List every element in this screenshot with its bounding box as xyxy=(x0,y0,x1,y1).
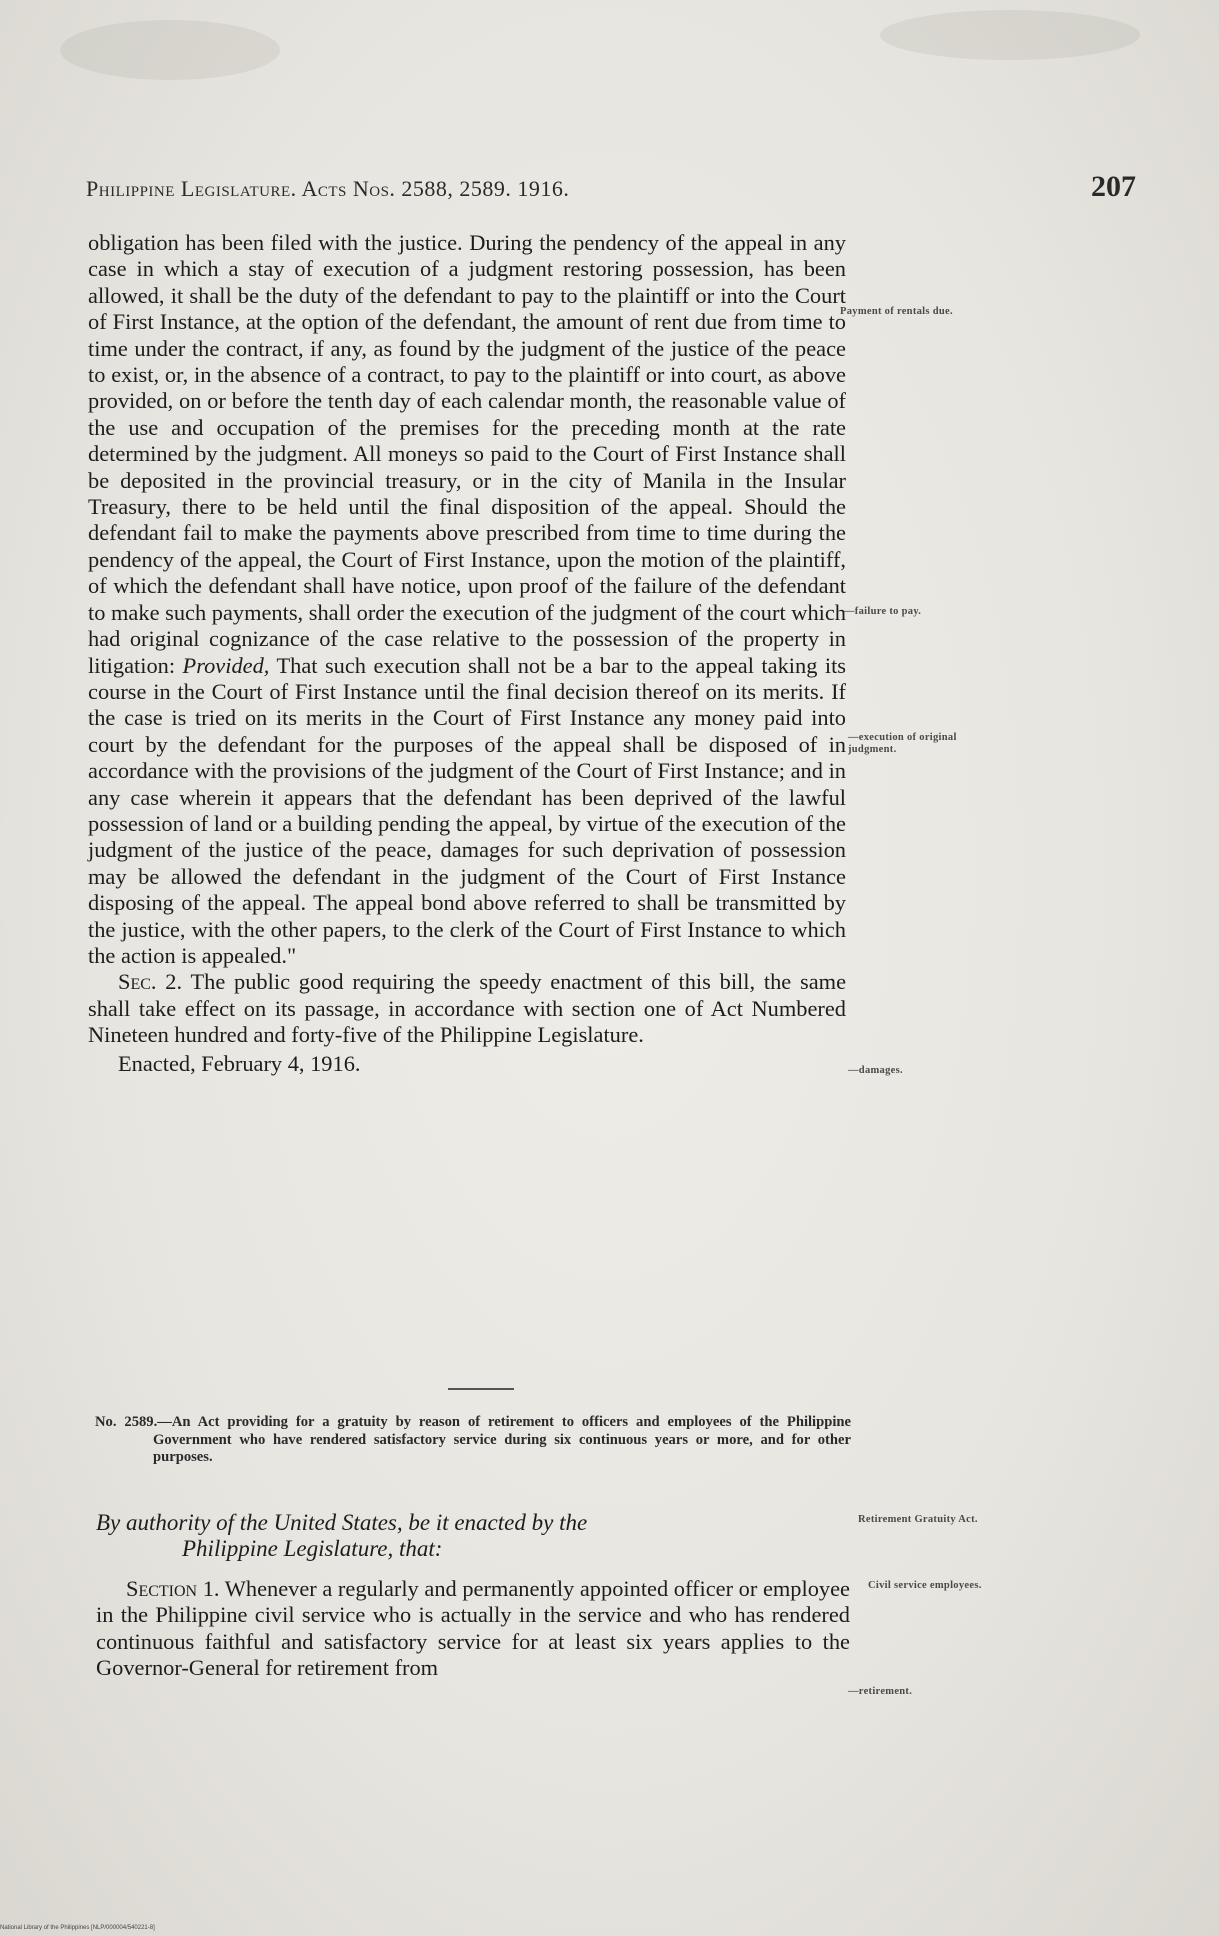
enacted-date: Enacted, February 4, 1916. xyxy=(118,1050,361,1076)
page-header xyxy=(86,170,1136,206)
page-smudge xyxy=(880,10,1140,60)
margin-note-retirement: —retirement. xyxy=(848,1686,913,1697)
act-summary-text: No. 2589.—An Act providing for a gratuity by reason of retirement to officers and employees of the Philippine Government who have rendered satisfactory service during six continuous years or more, and for other purposes. xyxy=(95,1414,851,1466)
margin-note-execution-of-judgment: —execution of original judgment. xyxy=(848,732,957,755)
paragraph-text: obligation has been filed with the justice. During the pendency of the appeal in any case in which a stay of execution of a judgment restoring possession, has been allowed, it shall be the duty of the defendant to pay to the plaintiff or into the Court of First Instance, at the option of the defendant, the amount of rent due from time to time under the contract, if any, as found by the judgment of the justice of the peace to exist, or, in the absence of a contract, to pay to the plaintiff or into court, as above provided, on or before the tenth day of each calendar month, the reasonable value of the use and occupation of the premises for the preceding month at the rate determined by the judgment. All moneys so paid to the Court of First Instance shall be deposited in the provincial treasury, or in the city of Manila in the Insular Treasury, there to be held until the final disposition of the appeal. Should the defendant fail to make the payments above prescribed from time to time during the pendency of the appeal, the Court of First Instance, upon the motion of the plaintiff, of which the defendant shall have notice, upon proof of the failure of the defendant to make such payments, shall order the execution of the judgment of the court which had original cognizance of the case relative to the possession of the property in litigation: xyxy=(88,230,846,678)
section-1-text: Whenever a regularly and permanently appointed officer or employee in the Philippine civil service who is actually in the service and who has rendered continuous faithful and satisfactory service for at least six years applies to the Governor-General for retirement from xyxy=(96,1576,850,1681)
section-1-label: Section 1. xyxy=(126,1576,220,1601)
section-2-label: Sec. 2. xyxy=(118,969,183,995)
margin-note-failure-to-pay: —failure to pay. xyxy=(844,606,922,617)
section-1-paragraph xyxy=(96,1576,850,1682)
page-smudge xyxy=(60,20,280,80)
paragraph-continuation xyxy=(88,230,846,969)
enacting-line-2: Philippine Legislature, that: xyxy=(182,1536,443,1561)
provided-italic: Provided, xyxy=(182,652,270,678)
paragraph-text-rest: That such execution shall not be a bar to the appeal taking its course in the Court of First Instance until the final decision thereof on its merits. If the case is tried on its merits in the Court of First Instance any money paid into court by the defendant for the purposes of the appeal shall be disposed of in accordance with the provisions of the judgment of the Court of First Instance; and in any case wherein it appears that the defendant has been deprived of the lawful possession of land or a building pending the appeal, by virtue of the execution of the judgment of the justice of the peace, damages for such deprivation of possession may be allowed the defendant in the judgment of the Court of First Instance disposing of the appeal. The appeal bond above referred to shall be transmitted by the justice, with the other papers, to the clerk of the Court of First Instance to which the action is appealed." xyxy=(88,652,847,968)
margin-note-payment-of-rentals: Payment of rentals due. xyxy=(840,306,953,317)
margin-note-damages: —damages. xyxy=(848,1065,903,1076)
section-2-text: The public good requiring the speedy enactment of this bill, the same shall take effect on its passage, in accordance with section one of Act Numbered Nineteen hundred and forty-five of the Philippine Legislature. xyxy=(88,969,847,1048)
margin-note-civil-service-employees: Civil service employees. xyxy=(868,1580,982,1591)
running-head: Philippine Legislature. Acts Nos. 2588, 2589. 1916. xyxy=(86,176,570,201)
library-footer-tag: National Library of the Philippines [NLP/000004/540221-8] xyxy=(0,1925,155,1931)
section-divider xyxy=(448,1388,514,1390)
act-2589-summary xyxy=(95,1414,851,1467)
page-number: 207 xyxy=(1091,170,1136,203)
margin-note-retirement-gratuity-act: Retirement Gratuity Act. xyxy=(858,1514,978,1525)
enacting-line-1: By authority of the United States, be it enacted by the xyxy=(96,1510,588,1535)
section-2-paragraph xyxy=(88,969,846,1048)
main-text-column xyxy=(88,230,846,1077)
enacting-clause xyxy=(96,1510,848,1562)
